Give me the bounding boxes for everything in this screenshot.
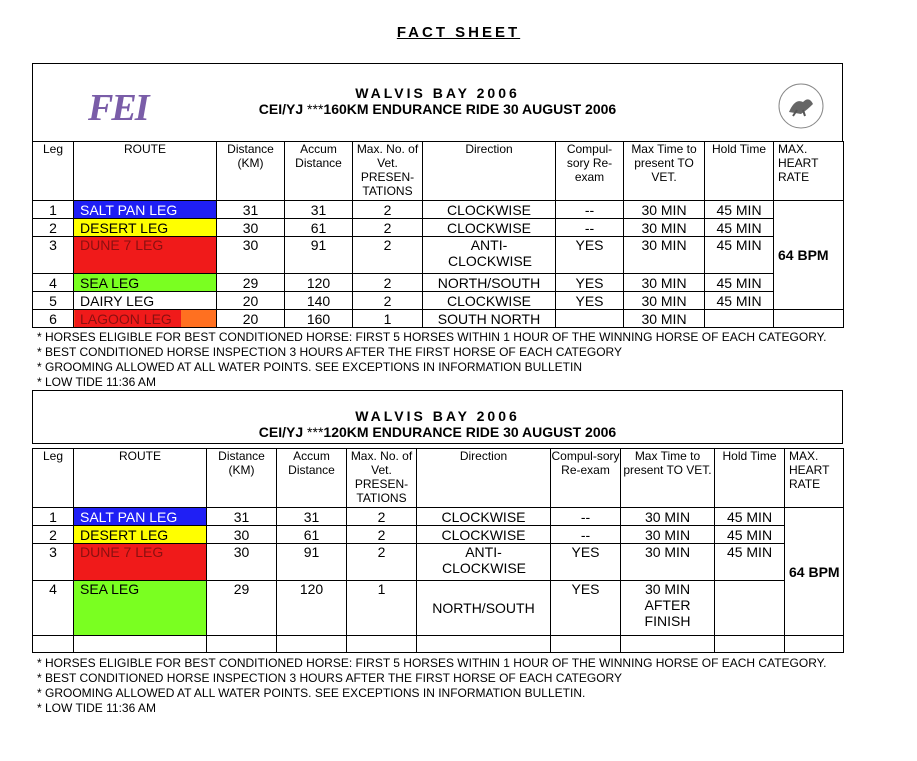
max-vet-cell: 2 xyxy=(353,292,423,310)
direction-cell: NORTH/SOUTH xyxy=(417,581,551,636)
table-row xyxy=(33,508,844,526)
direction-cell: CLOCKWISE xyxy=(423,292,556,310)
column-header: Max. No. of Vet. PRESEN-TATIONS xyxy=(347,449,417,508)
distance-cell: 31 xyxy=(207,508,277,526)
accum-cell: 120 xyxy=(285,274,353,292)
subtitle-stars: *** xyxy=(307,424,324,440)
accum-cell: 120 xyxy=(277,581,347,636)
note-line: * HORSES ELIGIBLE FOR BEST CONDITIONED HORSE: FIRST 5 HORSES WITHIN 1 HOUR OF THE WINNING HORSE OF EACH CATEGORY. xyxy=(37,330,827,344)
distance-cell: 31 xyxy=(217,201,285,219)
ride-120km-title: WALVIS BAY 2006 xyxy=(355,408,520,424)
hold-cell: 45 MIN xyxy=(705,237,774,274)
column-header: ROUTE xyxy=(74,449,207,508)
table-row xyxy=(33,237,844,274)
note-line: * BEST CONDITIONED HORSE INSPECTION 3 HOURS AFTER THE FIRST HORSE OF EACH CATEGORY xyxy=(37,345,622,359)
max-vet-cell: 2 xyxy=(347,544,417,581)
accum-cell: 61 xyxy=(285,219,353,237)
table-row xyxy=(33,544,844,581)
subtitle-rest: 160KM ENDURANCE RIDE 30 AUGUST 2006 xyxy=(323,101,617,117)
accum-cell: 91 xyxy=(285,237,353,274)
reexam-cell: YES xyxy=(551,544,621,581)
route-cell: DESERT LEG xyxy=(74,526,207,544)
empty-cell xyxy=(785,636,844,653)
direction-cell: CLOCKWISE xyxy=(423,201,556,219)
heart-rate-cell: 64 BPM xyxy=(774,201,844,310)
accum-cell: 91 xyxy=(277,544,347,581)
table-row xyxy=(33,274,844,292)
max-vet-cell: 2 xyxy=(353,274,423,292)
reexam-cell: YES xyxy=(556,237,624,274)
direction-cell: CLOCKWISE xyxy=(417,526,551,544)
column-header: Hold Time xyxy=(705,142,774,201)
ride-160km-table xyxy=(32,141,844,328)
max-time-cell: 30 MIN xyxy=(624,292,705,310)
ride-160km-notes xyxy=(37,330,826,390)
table-row xyxy=(33,201,844,219)
distance-cell: 30 xyxy=(217,219,285,237)
route-cell: LAGOON LEG xyxy=(74,310,217,328)
max-vet-cell: 1 xyxy=(353,310,423,328)
table-header-row xyxy=(33,449,844,508)
column-header: Leg xyxy=(33,449,74,508)
column-header: Distance (KM) xyxy=(217,142,285,201)
reexam-cell: -- xyxy=(551,508,621,526)
accum-cell: 61 xyxy=(277,526,347,544)
direction-cell: NORTH/SOUTH xyxy=(423,274,556,292)
subtitle-prefix: CEI/YJ xyxy=(258,101,308,117)
hold-cell xyxy=(705,310,774,328)
table-row xyxy=(33,310,844,328)
column-header: Distance (KM) xyxy=(207,449,277,508)
max-time-cell: 30 MIN xyxy=(624,201,705,219)
reexam-cell: -- xyxy=(556,201,624,219)
leg-cell: 4 xyxy=(33,581,74,636)
note-line: * GROOMING ALLOWED AT ALL WATER POINTS. SEE EXCEPTIONS IN INFORMATION BULLETIN xyxy=(37,360,582,374)
table-row xyxy=(33,526,844,544)
max-vet-cell: 2 xyxy=(353,201,423,219)
reexam-cell: YES xyxy=(551,581,621,636)
route-cell: DUNE 7 LEG xyxy=(74,544,207,581)
note-line: * HORSES ELIGIBLE FOR BEST CONDITIONED HORSE: FIRST 5 HORSES WITHIN 1 HOUR OF THE WINNING HORSE OF EACH CATEGORY. xyxy=(37,656,827,670)
column-header: Compul-sory Re-exam xyxy=(556,142,624,201)
leg-cell: 3 xyxy=(33,544,74,581)
leg-cell: 6 xyxy=(33,310,74,328)
empty-cell xyxy=(621,636,715,653)
leg-cell: 5 xyxy=(33,292,74,310)
empty-cell xyxy=(417,636,551,653)
max-time-cell: 30 MIN xyxy=(621,526,715,544)
route-cell: DAIRY LEG xyxy=(74,292,217,310)
accum-cell: 31 xyxy=(277,508,347,526)
route-cell: SEA LEG xyxy=(74,274,217,292)
direction-cell: SOUTH NORTH xyxy=(423,310,556,328)
subtitle-stars: *** xyxy=(307,101,324,117)
distance-cell: 29 xyxy=(217,274,285,292)
ride-120km-table xyxy=(32,448,844,653)
leg-cell: 1 xyxy=(33,508,74,526)
hold-cell: 45 MIN xyxy=(715,508,785,526)
page-title-text: FACT SHEET xyxy=(396,24,521,41)
max-vet-cell: 1 xyxy=(347,581,417,636)
max-time-cell: 30 MIN xyxy=(621,544,715,581)
empty-cell xyxy=(715,636,785,653)
route-cell: SALT PAN LEG xyxy=(74,201,217,219)
namibia-endurance-seal-icon xyxy=(771,76,831,136)
reexam-cell: YES xyxy=(556,274,624,292)
ride-120km-notes xyxy=(37,656,826,716)
max-vet-cell: 2 xyxy=(353,237,423,274)
empty-cell xyxy=(551,636,621,653)
hold-cell: 45 MIN xyxy=(705,292,774,310)
route-cell: DESERT LEG xyxy=(74,219,217,237)
ride-160km-subtitle xyxy=(33,101,842,117)
heart-rate-empty-cell xyxy=(774,310,844,328)
ride-120km-subtitle xyxy=(33,424,842,440)
column-header: Accum Distance xyxy=(277,449,347,508)
max-vet-cell: 2 xyxy=(353,219,423,237)
table-header-row xyxy=(33,142,844,201)
note-line: * GROOMING ALLOWED AT ALL WATER POINTS. SEE EXCEPTIONS IN INFORMATION BULLETIN. xyxy=(37,686,586,700)
max-time-cell: 30 MIN AFTER FINISH xyxy=(621,581,715,636)
distance-cell: 20 xyxy=(217,310,285,328)
reexam-cell: YES xyxy=(556,292,624,310)
column-header: MAX. HEART RATE xyxy=(774,142,844,201)
distance-cell: 20 xyxy=(217,292,285,310)
table-row xyxy=(33,581,844,636)
direction-cell: ANTI- CLOCKWISE xyxy=(417,544,551,581)
route-cell: DUNE 7 LEG xyxy=(74,237,217,274)
column-header: Max Time to present TO VET. xyxy=(624,142,705,201)
column-header: Max. No. of Vet. PRESEN-TATIONS xyxy=(353,142,423,201)
column-header: Max Time to present TO VET. xyxy=(621,449,715,508)
column-header: Direction xyxy=(417,449,551,508)
column-header: Accum Distance xyxy=(285,142,353,201)
accum-cell: 140 xyxy=(285,292,353,310)
leg-cell: 1 xyxy=(33,201,74,219)
route-cell: SALT PAN LEG xyxy=(74,508,207,526)
note-line: * LOW TIDE 11:36 AM xyxy=(37,375,156,389)
column-header: Leg xyxy=(33,142,74,201)
ride-160km-title: WALVIS BAY 2006 xyxy=(355,85,520,101)
ride-160km-header xyxy=(32,63,843,142)
hold-cell: 45 MIN xyxy=(705,274,774,292)
table-row xyxy=(33,219,844,237)
leg-cell: 3 xyxy=(33,237,74,274)
distance-cell: 30 xyxy=(217,237,285,274)
heart-rate-cell: 64 BPM xyxy=(785,508,844,636)
direction-cell: CLOCKWISE xyxy=(423,219,556,237)
hold-cell xyxy=(715,581,785,636)
column-header: MAX. HEART RATE xyxy=(785,449,844,508)
max-vet-cell: 2 xyxy=(347,526,417,544)
distance-cell: 30 xyxy=(207,544,277,581)
hold-cell: 45 MIN xyxy=(715,544,785,581)
page-title xyxy=(0,24,917,41)
ride-120km-header xyxy=(32,390,843,444)
distance-cell: 29 xyxy=(207,581,277,636)
note-line: * LOW TIDE 11:36 AM xyxy=(37,701,156,715)
ride-160km-section xyxy=(32,63,843,328)
direction-cell: CLOCKWISE xyxy=(417,508,551,526)
leg-cell: 4 xyxy=(33,274,74,292)
route-cell: SEA LEG xyxy=(74,581,207,636)
max-time-cell: 30 MIN xyxy=(624,274,705,292)
direction-cell: ANTI- CLOCKWISE xyxy=(423,237,556,274)
reexam-cell xyxy=(556,310,624,328)
max-time-cell: 30 MIN xyxy=(624,310,705,328)
column-header: Hold Time xyxy=(715,449,785,508)
reexam-cell: -- xyxy=(551,526,621,544)
note-line: * BEST CONDITIONED HORSE INSPECTION 3 HOURS AFTER THE FIRST HORSE OF EACH CATEGORY xyxy=(37,671,622,685)
leg-cell: 2 xyxy=(33,219,74,237)
empty-cell xyxy=(207,636,277,653)
table-row xyxy=(33,292,844,310)
max-time-cell: 30 MIN xyxy=(624,237,705,274)
column-header: Direction xyxy=(423,142,556,201)
max-vet-cell: 2 xyxy=(347,508,417,526)
accum-cell: 31 xyxy=(285,201,353,219)
reexam-cell: -- xyxy=(556,219,624,237)
accum-cell: 160 xyxy=(285,310,353,328)
hold-cell: 45 MIN xyxy=(705,201,774,219)
table-row-empty xyxy=(33,636,844,653)
column-header: Compul-sory Re-exam xyxy=(551,449,621,508)
empty-cell xyxy=(347,636,417,653)
fei-logo: FEI xyxy=(88,87,148,129)
empty-cell xyxy=(277,636,347,653)
hold-cell: 45 MIN xyxy=(705,219,774,237)
ride-120km-section xyxy=(32,390,843,653)
subtitle-prefix: CEI/YJ xyxy=(258,424,308,440)
column-header: ROUTE xyxy=(74,142,217,201)
subtitle-rest: 120KM ENDURANCE RIDE 30 AUGUST 2006 xyxy=(323,424,617,440)
max-time-cell: 30 MIN xyxy=(624,219,705,237)
empty-cell xyxy=(74,636,207,653)
empty-cell xyxy=(33,636,74,653)
distance-cell: 30 xyxy=(207,526,277,544)
max-time-cell: 30 MIN xyxy=(621,508,715,526)
leg-cell: 2 xyxy=(33,526,74,544)
hold-cell: 45 MIN xyxy=(715,526,785,544)
